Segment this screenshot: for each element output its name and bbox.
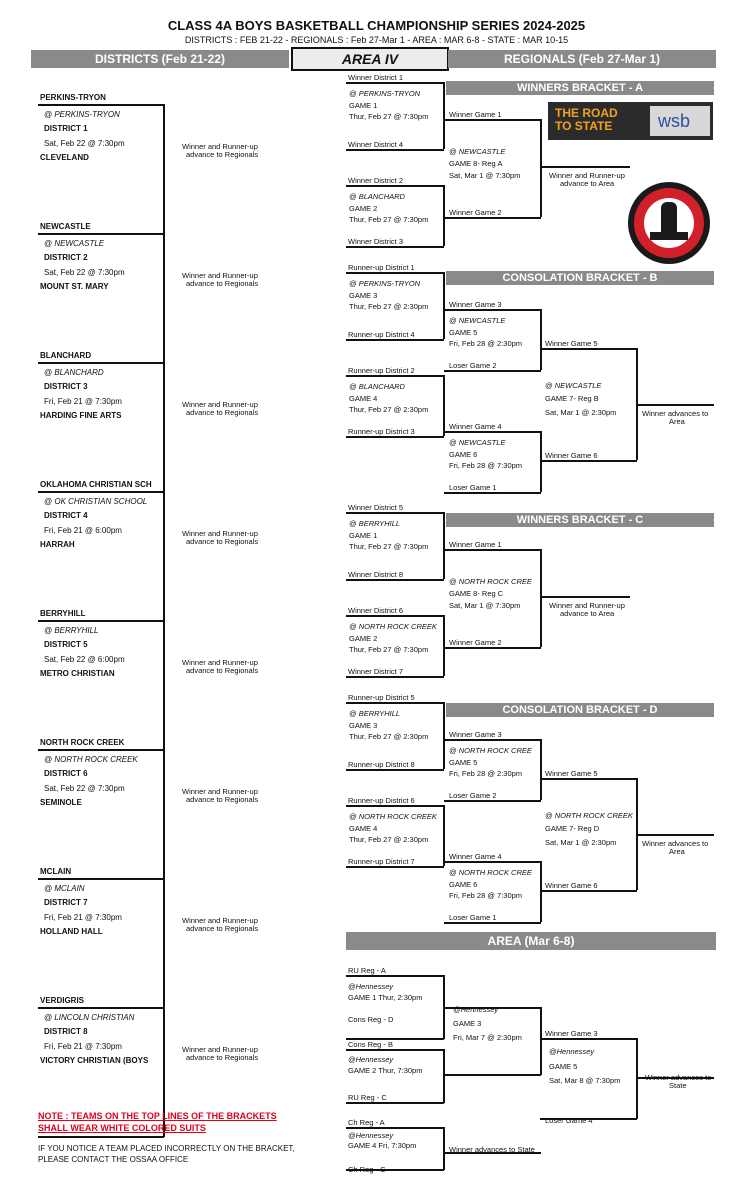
district-time: Fri, Feb 21 @ 6:00pm xyxy=(44,526,122,535)
district-time: Fri, Feb 21 @ 7:30pm xyxy=(44,397,122,406)
regional-game-site: @ NORTH ROCK CREEK xyxy=(349,622,437,631)
game-site: @ NORTH ROCK CREE xyxy=(449,868,532,877)
district-site: @ MCLAIN xyxy=(44,884,85,893)
final-site: @ NEWCASTLE xyxy=(545,381,602,390)
regional-game-time: Thur, Feb 27 @ 2:30pm xyxy=(349,405,429,414)
regional-slot: Runner-up District 3 xyxy=(348,427,415,436)
district-bracket-line xyxy=(163,749,165,879)
district-advance-note: advance to Regionals xyxy=(186,795,259,804)
bracket-line xyxy=(444,739,541,741)
district-advance-note: Winner and Runner-up xyxy=(182,271,258,280)
districts-header: DISTRICTS (Feb 21-22) xyxy=(31,50,289,68)
game-site: @ NEWCASTLE xyxy=(449,438,506,447)
winner-slot: Winner Game 2 xyxy=(449,208,502,217)
suit-note-line-1: NOTE : TEAMS ON THE TOP LINES OF THE BRACKETS xyxy=(38,1111,277,1121)
district-top-line xyxy=(38,362,164,364)
bracket-section-header: WINNERS BRACKET - A xyxy=(446,81,714,95)
final-game: GAME 8- Reg C xyxy=(449,589,504,598)
area-game-time: GAME 2 Thur, 7:30pm xyxy=(348,1066,423,1075)
regional-game-site: @ BLANCHARD xyxy=(349,382,405,391)
area-game-number: GAME 3 xyxy=(453,1019,482,1028)
district-top-line xyxy=(38,878,164,880)
advance-note: Winner advances to xyxy=(642,409,709,418)
area-slot: RU Reg - A xyxy=(348,966,386,975)
game-site: @ NEWCASTLE xyxy=(449,316,506,325)
district-top-team: NORTH ROCK CREEK xyxy=(40,738,125,747)
district-bottom-team: HARRAH xyxy=(40,540,75,549)
regional-slot: Winner District 4 xyxy=(348,140,404,149)
regional-slot: Runner-up District 1 xyxy=(348,263,415,272)
game-time: Fri, Feb 28 @ 7:30pm xyxy=(449,461,523,470)
district-advance-note: advance to Regionals xyxy=(186,924,259,933)
district-site: @ NEWCASTLE xyxy=(44,239,105,248)
district-top-line xyxy=(38,491,164,493)
district-advance-note: advance to Regionals xyxy=(186,537,259,546)
regional-slot: Runner-up District 7 xyxy=(348,857,415,866)
regional-game-number: GAME 3 xyxy=(349,291,378,300)
final-game: GAME 7- Reg D xyxy=(545,824,600,833)
final-time: Sat, Mar 1 @ 7:30pm xyxy=(449,601,521,610)
district-bottom-line xyxy=(38,1136,164,1138)
road-line-2: TO STATE xyxy=(555,119,613,133)
bracket-line xyxy=(540,348,637,350)
final-time: Sat, Mar 1 @ 2:30pm xyxy=(545,838,617,847)
schedule-dates: DISTRICTS : FEB 21-22 - REGIONALS : Feb 27-Mar 1 - AREA : MAR 6-8 - STATE : MAR 10-15 xyxy=(184,35,569,45)
bracket-line xyxy=(444,861,541,863)
bracket-line xyxy=(443,702,445,769)
contact-line-1: IF YOU NOTICE A TEAM PLACED INCORRECTLY ON THE BRACKET, xyxy=(38,1144,295,1153)
area-game-time: GAME 1 Thur, 2:30pm xyxy=(348,993,423,1002)
bracket-line xyxy=(444,119,541,121)
game-number: GAME 5 xyxy=(449,758,478,767)
bracket-line xyxy=(540,1007,542,1075)
district-site: @ NORTH ROCK CREEK xyxy=(44,755,138,764)
bracket-line xyxy=(443,82,445,149)
bracket-line xyxy=(444,431,541,433)
district-bracket-line xyxy=(163,620,165,750)
district-bottom-team: SEMINOLE xyxy=(40,798,82,807)
wsb-logo: wsb xyxy=(658,111,691,131)
bracket-line xyxy=(444,800,541,802)
district-bracket-line xyxy=(163,878,165,1008)
bracket-line xyxy=(346,272,444,274)
bracket-line xyxy=(443,375,445,436)
bracket-line xyxy=(540,739,542,800)
ossaa-seal xyxy=(628,182,710,264)
area-game-site: @Hennessey xyxy=(453,1005,499,1014)
bracket-line xyxy=(346,805,444,807)
loser-slot: Loser Game 1 xyxy=(449,483,497,492)
district-bottom-team: HARDING FINE ARTS xyxy=(40,411,122,420)
advance-note: Winner and Runner-up xyxy=(549,601,625,610)
regional-game-number: GAME 1 xyxy=(349,531,378,540)
bracket-line xyxy=(540,778,637,780)
district-name: DISTRICT 4 xyxy=(44,511,88,520)
bracket-line xyxy=(444,370,541,372)
bracket-line xyxy=(346,579,444,581)
bracket-line xyxy=(346,676,444,678)
game-time: Fri, Feb 28 @ 2:30pm xyxy=(449,769,523,778)
district-advance-note: Winner and Runner-up xyxy=(182,658,258,667)
area-slot: Cons Reg - B xyxy=(348,1040,394,1049)
bracket-line xyxy=(444,549,541,551)
district-site: @ BLANCHARD xyxy=(44,368,104,377)
district-advance-note: advance to Regionals xyxy=(186,408,259,417)
regional-game-time: Thur, Feb 27 @ 7:30pm xyxy=(349,645,429,654)
district-advance-note: Winner and Runner-up xyxy=(182,400,258,409)
regional-game-site: @ BERRYHILL xyxy=(349,709,401,718)
district-advance-note: Winner and Runner-up xyxy=(182,142,258,151)
advance-note: Area xyxy=(669,417,685,426)
district-bottom-team: VICTORY CHRISTIAN (BOYS xyxy=(40,1056,149,1065)
advance-note: State xyxy=(669,1081,687,1090)
area-game-time: Fri, Mar 7 @ 2:30pm xyxy=(453,1033,522,1042)
regional-game-site: @ PERKINS-TRYON xyxy=(349,89,421,98)
regional-slot: Winner District 6 xyxy=(348,606,404,615)
final-site: @ NEWCASTLE xyxy=(449,147,506,156)
district-top-team: BLANCHARD xyxy=(40,351,92,360)
regional-slot: Runner-up District 2 xyxy=(348,366,415,375)
bracket-line xyxy=(346,975,444,977)
regional-slot: Winner District 3 xyxy=(348,237,404,246)
regional-game-site: @ BERRYHILL xyxy=(349,519,401,528)
regional-slot: Winner District 1 xyxy=(348,73,404,82)
district-name: DISTRICT 3 xyxy=(44,382,88,391)
bracket-line xyxy=(540,549,542,647)
winner-slot: Winner Game 1 xyxy=(449,540,502,549)
advance-note: Winner advances to State xyxy=(449,1145,535,1154)
bracket-line xyxy=(540,460,637,462)
bracket-line xyxy=(346,436,444,438)
regional-game-site: @ PERKINS-TRYON xyxy=(349,279,421,288)
bracket-line xyxy=(346,339,444,341)
regional-game-number: GAME 2 xyxy=(349,634,378,643)
regionals-header: REGIONALS (Feb 27-Mar 1) xyxy=(448,50,716,68)
winner-slot: Winner Game 3 xyxy=(449,730,502,739)
district-advance-note: Winner and Runner-up xyxy=(182,1045,258,1054)
area-slot: Cons Reg - D xyxy=(348,1015,394,1024)
loser-slot: Loser Game 1 xyxy=(449,913,497,922)
regional-slot: Winner District 5 xyxy=(348,503,404,512)
road-to-state-banner xyxy=(548,102,713,140)
bracket-line xyxy=(443,272,445,339)
area-game-number: GAME 5 xyxy=(549,1062,578,1071)
bracket-line xyxy=(346,246,444,248)
district-top-team: MCLAIN xyxy=(40,867,72,876)
bracket-line xyxy=(540,1038,637,1040)
area-game-time: Sat, Mar 8 @ 7:30pm xyxy=(549,1076,621,1085)
final-site: @ NORTH ROCK CREEK xyxy=(545,811,633,820)
winner-slot: Winner Game 5 xyxy=(545,339,598,348)
bracket-line xyxy=(346,512,444,514)
bracket-line xyxy=(540,119,542,217)
area-game-site: @Hennessey xyxy=(348,1055,394,1064)
district-top-line xyxy=(38,620,164,622)
game-time: Fri, Feb 28 @ 7:30pm xyxy=(449,891,523,900)
district-bracket-line xyxy=(163,362,165,492)
district-bottom-team: HOLLAND HALL xyxy=(40,927,103,936)
district-site: @ OK CHRISTIAN SCHOOL xyxy=(44,497,148,506)
regional-slot: Winner District 8 xyxy=(348,570,404,579)
winner-slot: Winner Game 6 xyxy=(545,451,598,460)
district-top-line xyxy=(38,749,164,751)
area-game-site: @Hennessey xyxy=(549,1047,595,1056)
district-advance-note: advance to Regionals xyxy=(186,666,259,675)
bracket-line xyxy=(636,404,714,406)
district-top-team: PERKINS-TRYON xyxy=(40,93,106,102)
final-time: Sat, Mar 1 @ 2:30pm xyxy=(545,408,617,417)
regional-slot: Runner-up District 5 xyxy=(348,693,415,702)
game-number: GAME 6 xyxy=(449,880,478,889)
regional-game-number: GAME 3 xyxy=(349,721,378,730)
district-top-team: BERRYHILL xyxy=(40,609,86,618)
advance-note: Winner advances to xyxy=(642,839,709,848)
game-number: GAME 6 xyxy=(449,450,478,459)
bracket-line xyxy=(540,166,630,168)
regional-game-time: Thur, Feb 27 @ 2:30pm xyxy=(349,732,429,741)
contact-line-2: PLEASE CONTACT THE OSSAA OFFICE xyxy=(38,1155,189,1164)
bracket-line xyxy=(443,512,445,579)
area-slot: Ch Reg - A xyxy=(348,1118,385,1127)
regional-game-time: Thur, Feb 27 @ 7:30pm xyxy=(349,542,429,551)
district-time: Fri, Feb 21 @ 7:30pm xyxy=(44,1042,122,1051)
district-name: DISTRICT 2 xyxy=(44,253,88,262)
bracket-line xyxy=(346,149,444,151)
district-name: DISTRICT 6 xyxy=(44,769,88,778)
suit-note-line-2: SHALL WEAR WHITE COLORED SUITS xyxy=(38,1123,206,1133)
district-top-team: OKLAHOMA CHRISTIAN SCH xyxy=(40,480,152,489)
winner-slot: Winner Game 3 xyxy=(545,1029,598,1038)
district-top-line xyxy=(38,1007,164,1009)
district-bracket-line xyxy=(163,491,165,621)
district-name: DISTRICT 5 xyxy=(44,640,88,649)
bracket-line xyxy=(346,375,444,377)
district-site: @ PERKINS-TRYON xyxy=(44,110,120,119)
district-advance-note: Winner and Runner-up xyxy=(182,529,258,538)
bracket-line xyxy=(443,1127,445,1170)
bracket-line xyxy=(346,1049,444,1051)
bracket-line xyxy=(444,309,541,311)
area-iv-header: AREA IV xyxy=(291,47,449,71)
regional-game-number: GAME 4 xyxy=(349,824,378,833)
winner-slot: Winner Game 4 xyxy=(449,422,502,431)
district-time: Sat, Feb 22 @ 7:30pm xyxy=(44,268,125,277)
bracket-line xyxy=(443,615,445,676)
area-slot: Ch Reg - C xyxy=(348,1165,386,1174)
bracket-line xyxy=(636,834,714,836)
bracket-section-header: WINNERS BRACKET - C xyxy=(446,513,714,527)
final-site: @ NORTH ROCK CREE xyxy=(449,577,532,586)
district-advance-note: Winner and Runner-up xyxy=(182,787,258,796)
regional-slot: Runner-up District 4 xyxy=(348,330,415,339)
district-top-team: VERDIGRIS xyxy=(40,996,85,1005)
loser-slot: Loser Game 2 xyxy=(449,361,497,370)
district-advance-note: Winner and Runner-up xyxy=(182,916,258,925)
district-name: DISTRICT 8 xyxy=(44,1027,88,1036)
bracket-line xyxy=(444,217,541,219)
regional-game-site: @ BLANCHARD xyxy=(349,192,405,201)
winner-slot: Winner Game 3 xyxy=(449,300,502,309)
bracket-line xyxy=(346,769,444,771)
bracket-line xyxy=(444,647,541,649)
advance-note: Winner advances to xyxy=(645,1073,712,1082)
bracket-line xyxy=(443,1074,541,1076)
area-game-site: @Hennessey xyxy=(348,982,394,991)
district-time: Sat, Feb 22 @ 7:30pm xyxy=(44,139,125,148)
district-advance-note: advance to Regionals xyxy=(186,279,259,288)
advance-note: advance to Area xyxy=(560,609,615,618)
bracket-section-header: CONSOLATION BRACKET - D xyxy=(446,703,714,717)
advance-note: advance to Area xyxy=(560,179,615,188)
district-bottom-team: METRO CHRISTIAN xyxy=(40,669,115,678)
bracket-line xyxy=(444,922,541,924)
bracket-line xyxy=(443,185,445,246)
district-bottom-team: CLEVELAND xyxy=(40,153,89,162)
regional-slot: Winner District 2 xyxy=(348,176,404,185)
regional-game-number: GAME 2 xyxy=(349,204,378,213)
bracket-line xyxy=(540,890,637,892)
district-advance-note: advance to Regionals xyxy=(186,150,259,159)
page-title: CLASS 4A BOYS BASKETBALL CHAMPIONSHIP SERIES 2024-2025 xyxy=(167,18,586,33)
bracket-line xyxy=(346,615,444,617)
district-site: @ BERRYHILL xyxy=(44,626,99,635)
winner-slot: Winner Game 2 xyxy=(449,638,502,647)
district-site: @ LINCOLN CHRISTIAN xyxy=(44,1013,135,1022)
regional-slot: Winner District 7 xyxy=(348,667,404,676)
bracket-line xyxy=(346,82,444,84)
district-bracket-line xyxy=(163,104,165,234)
game-number: GAME 5 xyxy=(449,328,478,337)
loser-slot: Loser Game 2 xyxy=(449,791,497,800)
district-top-line xyxy=(38,233,164,235)
district-time: Sat, Feb 22 @ 6:00pm xyxy=(44,655,125,664)
advance-note: Winner and Runner-up xyxy=(549,171,625,180)
regional-game-number: GAME 4 xyxy=(349,394,378,403)
winner-slot: Winner Game 1 xyxy=(449,110,502,119)
final-time: Sat, Mar 1 @ 7:30pm xyxy=(449,171,521,180)
advance-note: Area xyxy=(669,847,685,856)
district-time: Sat, Feb 22 @ 7:30pm xyxy=(44,784,125,793)
regional-game-time: Thur, Feb 27 @ 7:30pm xyxy=(349,215,429,224)
district-advance-note: advance to Regionals xyxy=(186,1053,259,1062)
district-name: DISTRICT 1 xyxy=(44,124,88,133)
game-time: Fri, Feb 28 @ 2:30pm xyxy=(449,339,523,348)
bracket-line xyxy=(346,1127,444,1129)
winner-slot: Winner Game 4 xyxy=(449,852,502,861)
regional-game-number: GAME 1 xyxy=(349,101,378,110)
area-header: AREA (Mar 6-8) xyxy=(346,932,716,950)
district-bracket-line xyxy=(163,233,165,363)
bracket-line xyxy=(346,185,444,187)
bracket-line xyxy=(443,805,445,866)
district-top-line xyxy=(38,104,164,106)
game-site: @ NORTH ROCK CREE xyxy=(449,746,532,755)
area-slot: RU Reg - C xyxy=(348,1093,387,1102)
bracket-line xyxy=(540,309,542,370)
district-top-team: NEWCASTLE xyxy=(40,222,91,231)
regional-game-time: Thur, Feb 27 @ 7:30pm xyxy=(349,112,429,121)
district-bottom-team: MOUNT ST. MARY xyxy=(40,282,109,291)
regional-slot: Runner-up District 8 xyxy=(348,760,415,769)
bracket-line xyxy=(540,596,630,598)
loser-slot: Loser Game 4 xyxy=(545,1116,593,1125)
bracket-line xyxy=(346,702,444,704)
final-game: GAME 8- Reg A xyxy=(449,159,503,168)
area-game-site: @Hennessey xyxy=(348,1131,394,1140)
winner-slot: Winner Game 6 xyxy=(545,881,598,890)
bracket-line xyxy=(443,1049,445,1103)
district-time: Fri, Feb 21 @ 7:30pm xyxy=(44,913,122,922)
district-name: DISTRICT 7 xyxy=(44,898,88,907)
regional-game-site: @ NORTH ROCK CREEK xyxy=(349,812,437,821)
bracket-line xyxy=(346,1102,444,1104)
bracket-line xyxy=(346,866,444,868)
road-line-1: THE ROAD xyxy=(555,106,618,120)
final-game: GAME 7- Reg B xyxy=(545,394,599,403)
area-game-time: GAME 4 Fri, 7:30pm xyxy=(348,1141,417,1150)
regional-game-time: Thur, Feb 27 @ 2:30pm xyxy=(349,302,429,311)
winner-slot: Winner Game 5 xyxy=(545,769,598,778)
bracket-line xyxy=(444,492,541,494)
regional-slot: Runner-up District 6 xyxy=(348,796,415,805)
bracket-section-header: CONSOLATION BRACKET - B xyxy=(446,271,714,285)
regional-game-time: Thur, Feb 27 @ 2:30pm xyxy=(349,835,429,844)
